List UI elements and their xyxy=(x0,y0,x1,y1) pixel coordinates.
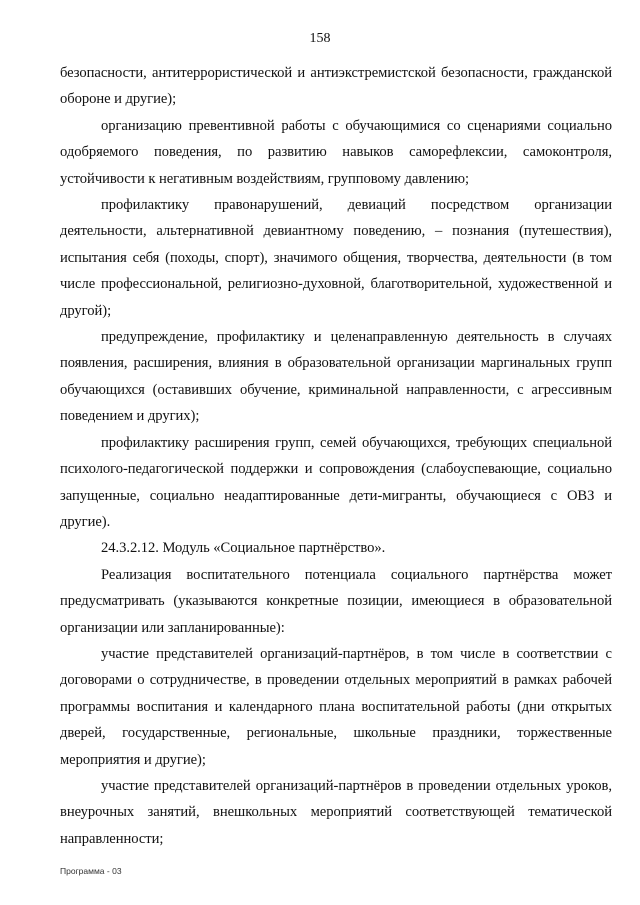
paragraph-partner-lessons: участие представителей организаций-партнёров в проведении отдельных уроков, внеурочных занятий, внешкольных мероприятий соответствующей тематической направленности; xyxy=(60,777,612,847)
section-heading: 24.3.2.12. Модуль «Социальное партнёрство». xyxy=(101,540,386,557)
paragraph-offense-prevention: профилактику правонарушений, девиаций посредством организации деятельности, альтернативной девиантному поведению, – познания (путешествия), испытания себя (походы, спорт), значимого общения, творчества, деятельности (в том числе профессиональной, религиозно-духовной, благотворительной, художественной и другой); xyxy=(60,197,612,319)
paragraph-preventive-work: организацию превентивной работы с обучающимися со сценариями социально одобряемого поведения, по развитию навыков саморефлексии, самоконтроля, устойчивости к негативным воздействиям, групповому давлению; xyxy=(60,117,612,187)
paragraph-family-support: профилактику расширения групп, семей обучающихся, требующих специальной психолого-педагогической поддержки и сопровождения (слабоуспевающие, социально запущенные, социально неадаптированные дети-мигранты, обучающиеся с ОВЗ и другие). xyxy=(60,434,612,530)
body-text xyxy=(60,60,612,852)
paragraph-continuation: безопасности, антитеррористической и антиэкстремистской безопасности, гражданской обороне и другие); xyxy=(60,65,612,108)
paragraph-partnership-intro: Реализация воспитательного потенциала социального партнёрства может предусматривать (указываются конкретные позиции, имеющиеся в образовательной организации или запланированные): xyxy=(60,566,612,636)
page-number: 158 xyxy=(309,31,331,46)
paragraph-partner-events: участие представителей организаций-партнёров, в том числе в соответствии с договорами о сотрудничестве, в проведении отдельных мероприятий в рамках рабочей программы воспитания и календарного плана воспитательной работы (дни открытых дверей, государственные, региональные, школьные праздники, торжественные мероприятия и другие); xyxy=(60,645,612,768)
footer-label: Программа - 03 xyxy=(60,866,122,876)
paragraph-marginal-groups: предупреждение, профилактику и целенаправленную деятельность в случаях появления, расширения, влияния в образовательной организации маргинальных групп обучающихся (оставивших обучение, криминальной направленности, с агрессивным поведением и других); xyxy=(60,329,612,425)
